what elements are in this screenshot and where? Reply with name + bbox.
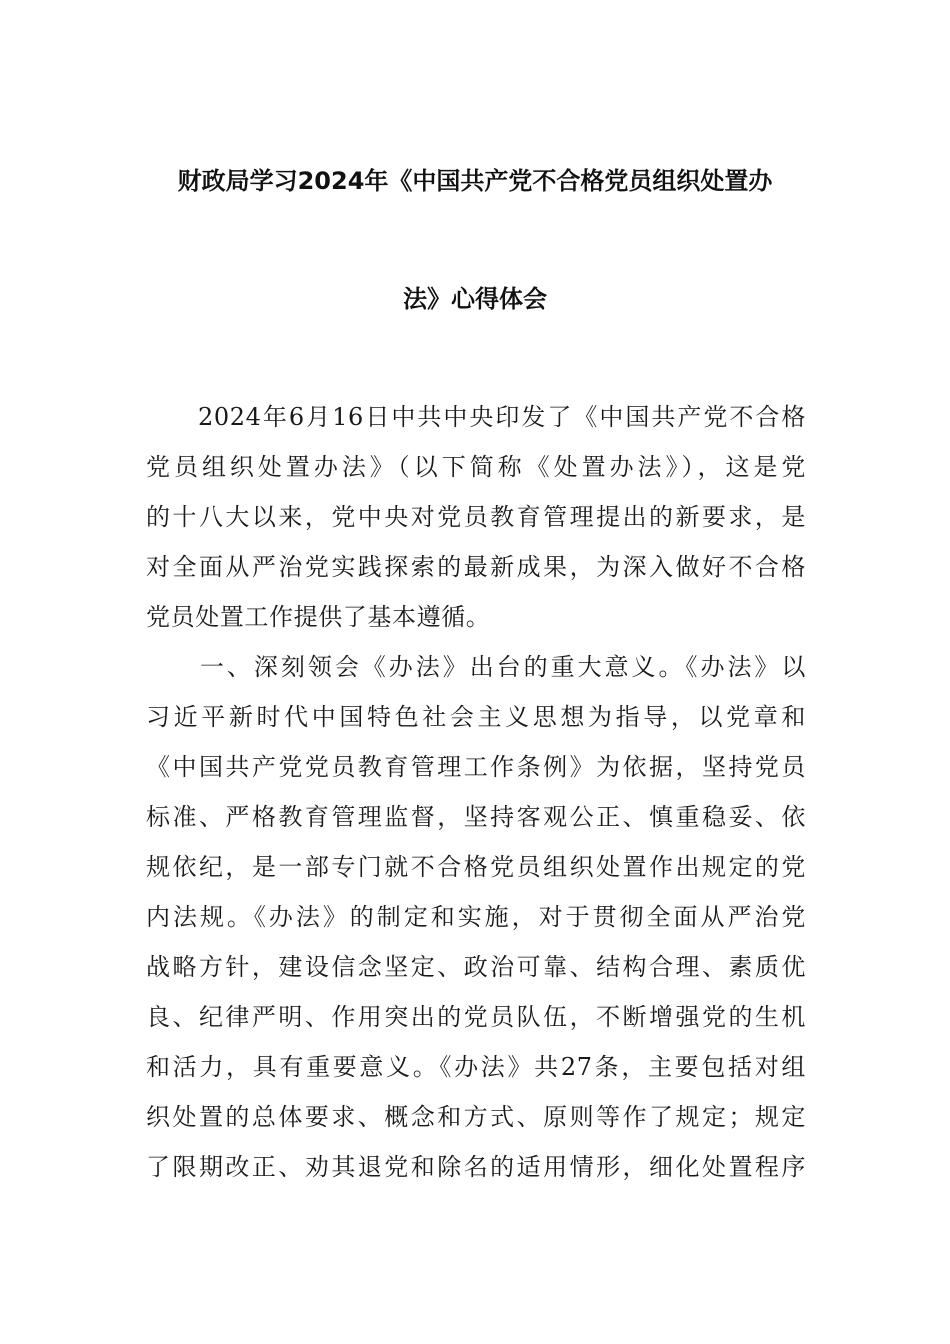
paragraph-line: 标准、严格教育管理监督，坚持客观公正、慎重稳妥、依 <box>146 803 806 831</box>
paragraph-line: 习近平新时代中国特色社会主义思想为指导，以党章和 <box>146 703 806 731</box>
paragraph-section-one <box>146 642 806 1192</box>
paragraph-line: 对全面从严治党实践探索的最新成果，为深入做好不合格 <box>146 553 806 581</box>
paragraph-line: 了限期改正、劝其退党和除名的适用情形，细化处置程序 <box>146 1153 806 1181</box>
document-title-line-1: 财政局学习2024年《中国共产党不合格党员组织处置办 <box>177 167 773 195</box>
paragraph-line: 2024年6月16日中共中央印发了《中国共产党不合格 <box>146 403 806 431</box>
document-title-line-2: 法》心得体会 <box>403 285 547 313</box>
paragraph-line: 的十八大以来，党中央对党员教育管理提出的新要求，是 <box>146 503 806 531</box>
paragraph-line: 和活力，具有重要意义。《办法》共27条，主要包括对组 <box>146 1053 806 1081</box>
paragraph-line: 一、深刻领会《办法》出台的重大意义。《办法》以 <box>146 653 806 681</box>
paragraph-line: 战略方针，建设信念坚定、政治可靠、结构合理、素质优 <box>146 953 806 981</box>
paragraph-line: 良、纪律严明、作用突出的党员队伍，不断增强党的生机 <box>146 1003 806 1031</box>
paragraph-line: 内法规。《办法》的制定和实施，对于贯彻全面从严治党 <box>146 903 806 931</box>
paragraph-line: 规依纪，是一部专门就不合格党员组织处置作出规定的党 <box>146 853 806 881</box>
paragraph-line: 织处置的总体要求、概念和方式、原则等作了规定；规定 <box>146 1103 806 1131</box>
paragraph-intro <box>146 392 806 642</box>
paragraph-line: 《中国共产党党员教育管理工作条例》为依据，坚持党员 <box>146 753 806 781</box>
paragraph-line: 党员组织处置办法》（以下简称《处置办法》），这是党 <box>146 453 806 481</box>
paragraph-line: 党员处置工作提供了基本遵循。 <box>146 603 491 631</box>
